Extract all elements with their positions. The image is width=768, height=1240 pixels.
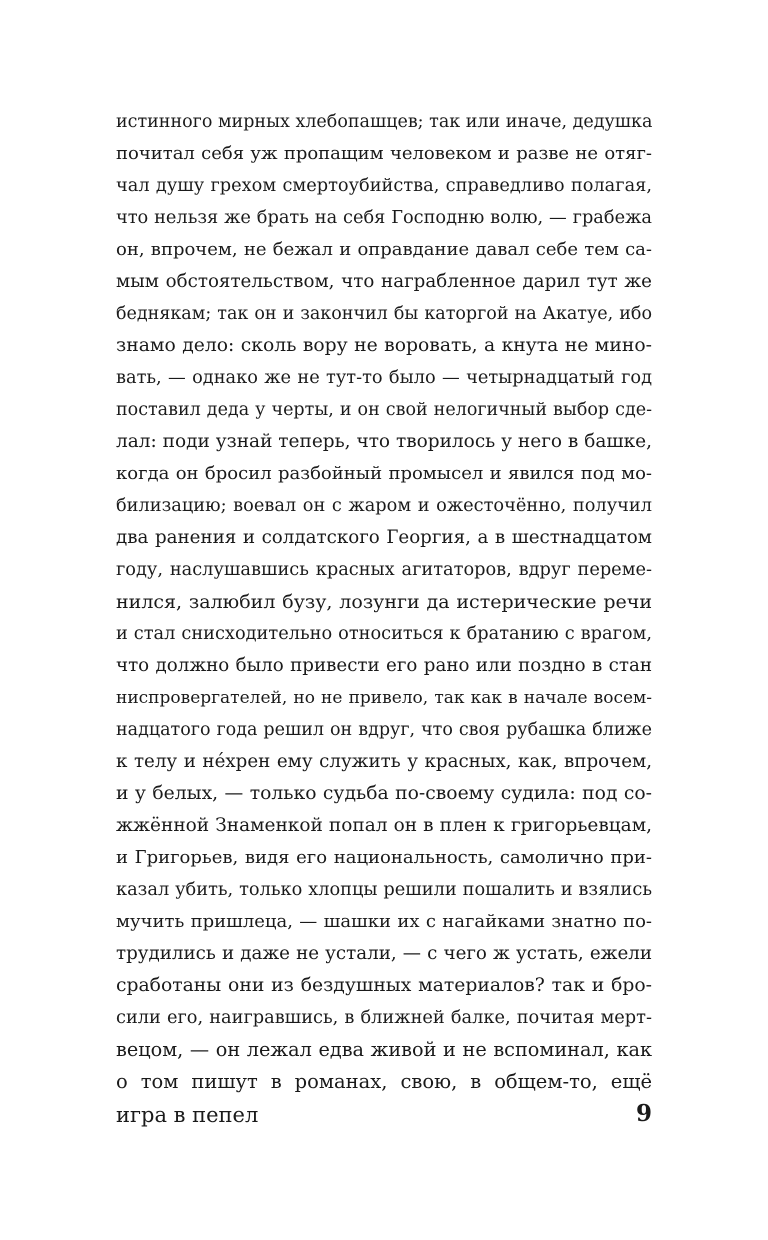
text-line-1: истинного мирных хлебопашцев; так или иначе, дедушка — [116, 112, 653, 132]
running-title: игра в пепел — [116, 1103, 259, 1127]
text-line-16: нился, залюбил бузу, лозунги да истерические речи — [116, 591, 652, 613]
text-line-6: мым обстоятельством, что награбленное дарил тут же — [116, 271, 652, 292]
text-line-24: и Григорьев, видя его национальность, самолично при- — [116, 847, 652, 868]
text-line-18: что должно было привести его рано или поздно в стан — [116, 655, 652, 676]
text-line-25: казал убить, только хлопцы решили пошалить и взялись — [116, 880, 652, 900]
text-line-8: знамо дело: сколь вору не воровать, а кнута не мино- — [116, 335, 652, 356]
text-line-3: чал душу грехом смертоубийства, справедливо полагая, — [116, 176, 652, 196]
text-line-10: поставил деда у черты, и он свой нелогичный выбор сде- — [116, 400, 652, 420]
text-line-31: о том пишут в романах, свою, в общем-то, ещё — [116, 1070, 652, 1093]
text-line-5: он, впрочем, не бежал и оправдание давал себе тем са- — [116, 239, 652, 260]
text-line-19: ниспровергателей, но не привело, так как в начале восем- — [116, 688, 652, 708]
text-line-12: когда он бросил разбойный промысел и явился под мо- — [116, 463, 652, 484]
text-line-2: почитал себя уж пропащим человеком и разве не отяг- — [116, 143, 652, 164]
text-line-27: трудились и даже не устали, — с чего ж устать, ежели — [116, 943, 652, 964]
text-line-17: и стал снисходительно относиться к братанию с врагом, — [116, 624, 652, 644]
text-line-11: лал: поди узнай теперь, что творилось у него в башке, — [116, 431, 652, 452]
text-line-30: вецом, — он лежал едва живой и не вспоминал, как — [116, 1038, 652, 1061]
text-line-29: сили его, наигравшись, в ближней балке, почитая мерт- — [116, 1008, 652, 1028]
text-line-15: году, наслушавшись красных агитаторов, вдруг переме- — [116, 560, 652, 580]
text-line-9: вать, — однако же не тут-то было — четырнадцатый год — [116, 368, 652, 388]
text-line-4: что нельзя же брать на себя Господню волю, — грабежа — [116, 208, 652, 228]
text-line-20: надцатого года решил он вдруг, что своя рубашка ближе — [116, 720, 652, 740]
text-line-13: билизацию; воевал он с жаром и ожесточённо, получил — [116, 496, 652, 516]
text-line-23: жжённой Знаменкой попал он в плен к григорьевцам, — [116, 815, 652, 836]
text-line-28: сработаны они из бездушных материалов? так и бро- — [116, 975, 652, 996]
text-line-21: к телу и нéхрен ему служить у красных, как, впрочем, — [116, 751, 652, 772]
text-line-7: беднякам; так он и закончил бы каторгой на Акатуе, ибо — [116, 304, 652, 324]
text-line-14: два ранения и солдатского Георгия, а в шестнадцатом — [116, 527, 652, 548]
text-line-22: и у белых, — только судьба по-своему судила: под со- — [116, 783, 652, 804]
page-number: 9 — [635, 1100, 652, 1127]
text-line-26: мучить пришлеца, — шашки их с нагайками знатно по- — [116, 911, 652, 932]
